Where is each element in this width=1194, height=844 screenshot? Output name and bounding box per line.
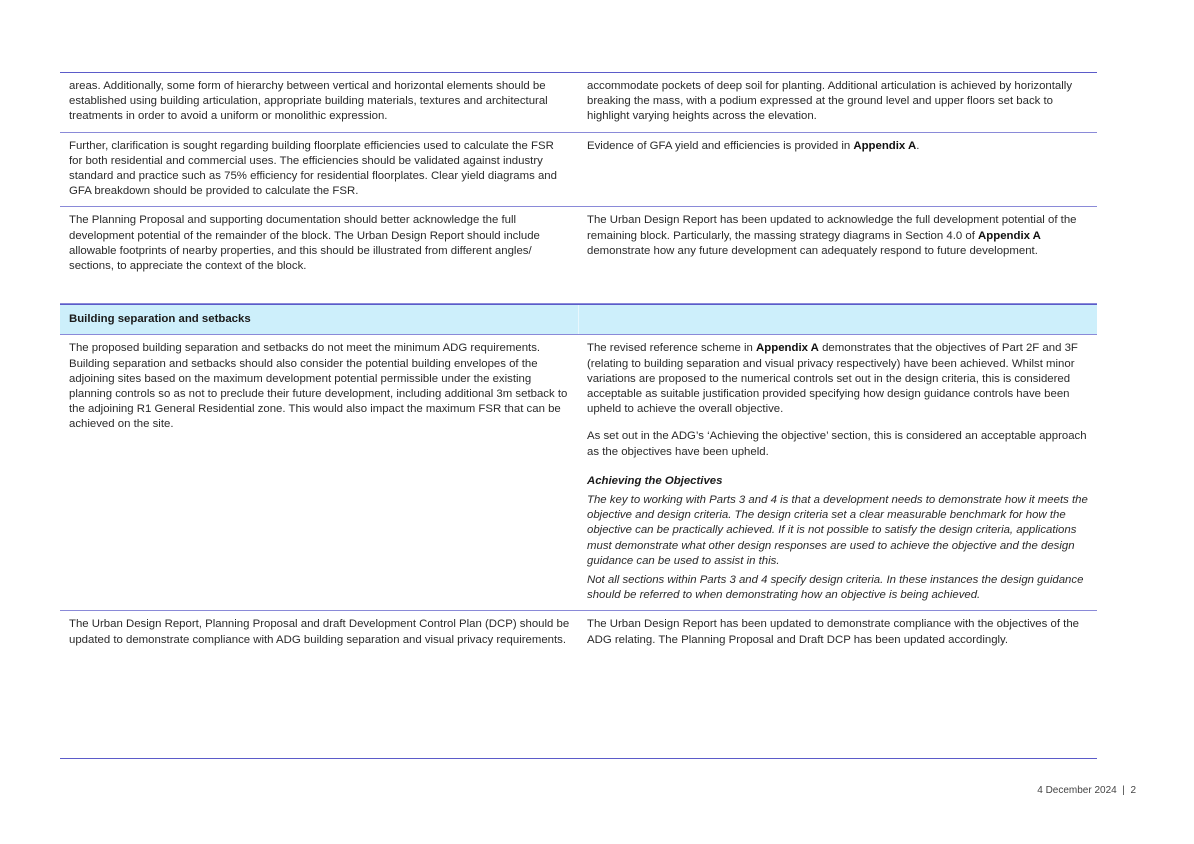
submission-text: The proposed building separation and setbacks do not meet the minimum ADG requirements. Building separation and setbacks should also consider the potential building envelopes of the adjoining sites based on the maximum development potential permissible under the existing planning controls so as not to preclude their future development, including additional 3m setback to the adjoining R1 General Residential zone. This would also impact the maximum FSR that can be achieved on the site. bbox=[69, 342, 568, 431]
response-text-part: demonstrate how any future development can adequately respond to future development. bbox=[587, 244, 1038, 257]
table-row bbox=[60, 207, 1097, 304]
section-header bbox=[60, 304, 1097, 335]
response-text bbox=[587, 341, 1091, 417]
response-cell bbox=[578, 335, 1097, 610]
response-cell bbox=[578, 133, 1097, 207]
response-text-part: . bbox=[916, 139, 920, 152]
page-footer: 4 December 2024 | 2 bbox=[1037, 785, 1136, 796]
table-row bbox=[60, 73, 1097, 133]
response-text-part: The Urban Design Report has been updated to acknowledge the full development potential of the remaining block. Particularly, the massing strategy diagrams in Section 4.0 of bbox=[587, 214, 1077, 242]
quote-text: Not all sections within Parts 3 and 4 specify design criteria. In these instances the design guidance should be referred to when demonstrating how an objective is being achieved. bbox=[587, 574, 1084, 602]
table-row bbox=[60, 133, 1097, 208]
table-bottom-rule bbox=[60, 758, 1097, 759]
submission-text: Further, clarification is sought regarding building floorplate efficiencies used to calculate the FSR for both residential and commercial uses. The efficiencies should be validated against industry standard and practice such as 75% efficiency for residential floorplates. Clear yield diagrams and GFA breakdown should be provided to calculate the FSR. bbox=[69, 139, 557, 198]
appendix-reference: Appendix A bbox=[756, 342, 819, 355]
table-row bbox=[60, 335, 1097, 611]
response-text-part: demonstrates that the objectives of Part 2F and 3F (relating to building separation and visual privacy respectively) have been achieved. Whilst minor variations are proposed to the numerical controls set out in the design criteria, this is considered acceptable as suitable justification provided specifying how design guidance controls have been upheld to achieve the overall objective. bbox=[587, 342, 1078, 416]
submission-cell bbox=[60, 207, 578, 281]
response-text bbox=[587, 139, 1091, 154]
table-row bbox=[60, 611, 1097, 654]
response-text bbox=[587, 213, 1091, 259]
response-text: The Urban Design Report has been updated to demonstrate compliance with the objectives of the ADG relating. The Planning Proposal and Draft DCP has been updated accordingly. bbox=[587, 618, 1079, 646]
response-text-part: Evidence of GFA yield and efficiencies is provided in bbox=[587, 139, 854, 152]
quote-heading: Achieving the Objectives bbox=[587, 474, 723, 487]
response-table bbox=[60, 72, 1097, 655]
submission-cell bbox=[60, 611, 578, 654]
response-text-part: The revised reference scheme in bbox=[587, 342, 757, 355]
submission-cell bbox=[60, 133, 578, 207]
quote-text: The key to working with Parts 3 and 4 is that a development needs to demonstrate how it meets the objective and design criteria. The design criteria set a clear measurable benchmark for how the objective can be practically achieved. If it is not possible to satisfy the design criteria, applications must demonstrate what other design responses are used to achieve the objective and the design guidance can be used to assist in this. bbox=[587, 494, 1088, 567]
section-header-empty bbox=[578, 305, 1097, 334]
appendix-reference: Appendix A bbox=[978, 229, 1041, 242]
response-cell bbox=[578, 611, 1097, 654]
response-cell bbox=[578, 73, 1097, 132]
submission-cell bbox=[60, 335, 578, 610]
submission-cell bbox=[60, 73, 578, 132]
response-text: As set out in the ADG’s ‘Achieving the objective’ section, this is considered an acceptable approach as the objectives have been upheld. bbox=[587, 430, 1087, 458]
submission-text: The Planning Proposal and supporting documentation should better acknowledge the full development potential of the remainder of the block. The Urban Design Report should include allowable footprints of nearby properties, and this should be illustrated from different angles/ sections, to appreciate the context of the block. bbox=[69, 214, 540, 273]
submission-text: The Urban Design Report, Planning Proposal and draft Development Control Plan (DCP) should be updated to demonstrate compliance with ADG building separation and visual privacy requirements. bbox=[69, 618, 570, 646]
submission-text: areas. Additionally, some form of hierarchy between vertical and horizontal elements should be established using building articulation, appropriate building materials, textures and architectural treatments in order to avoid a uniform or monolithic expression. bbox=[69, 80, 548, 123]
response-cell bbox=[578, 207, 1097, 281]
section-title: Building separation and setbacks bbox=[69, 313, 251, 326]
response-text: accommodate pockets of deep soil for planting. Additional articulation is achieved by horizontally breaking the mass, with a podium expressed at the ground level and upper floors set back to highlight varying heights across the elevation. bbox=[587, 80, 1073, 123]
appendix-reference: Appendix A bbox=[853, 139, 917, 152]
